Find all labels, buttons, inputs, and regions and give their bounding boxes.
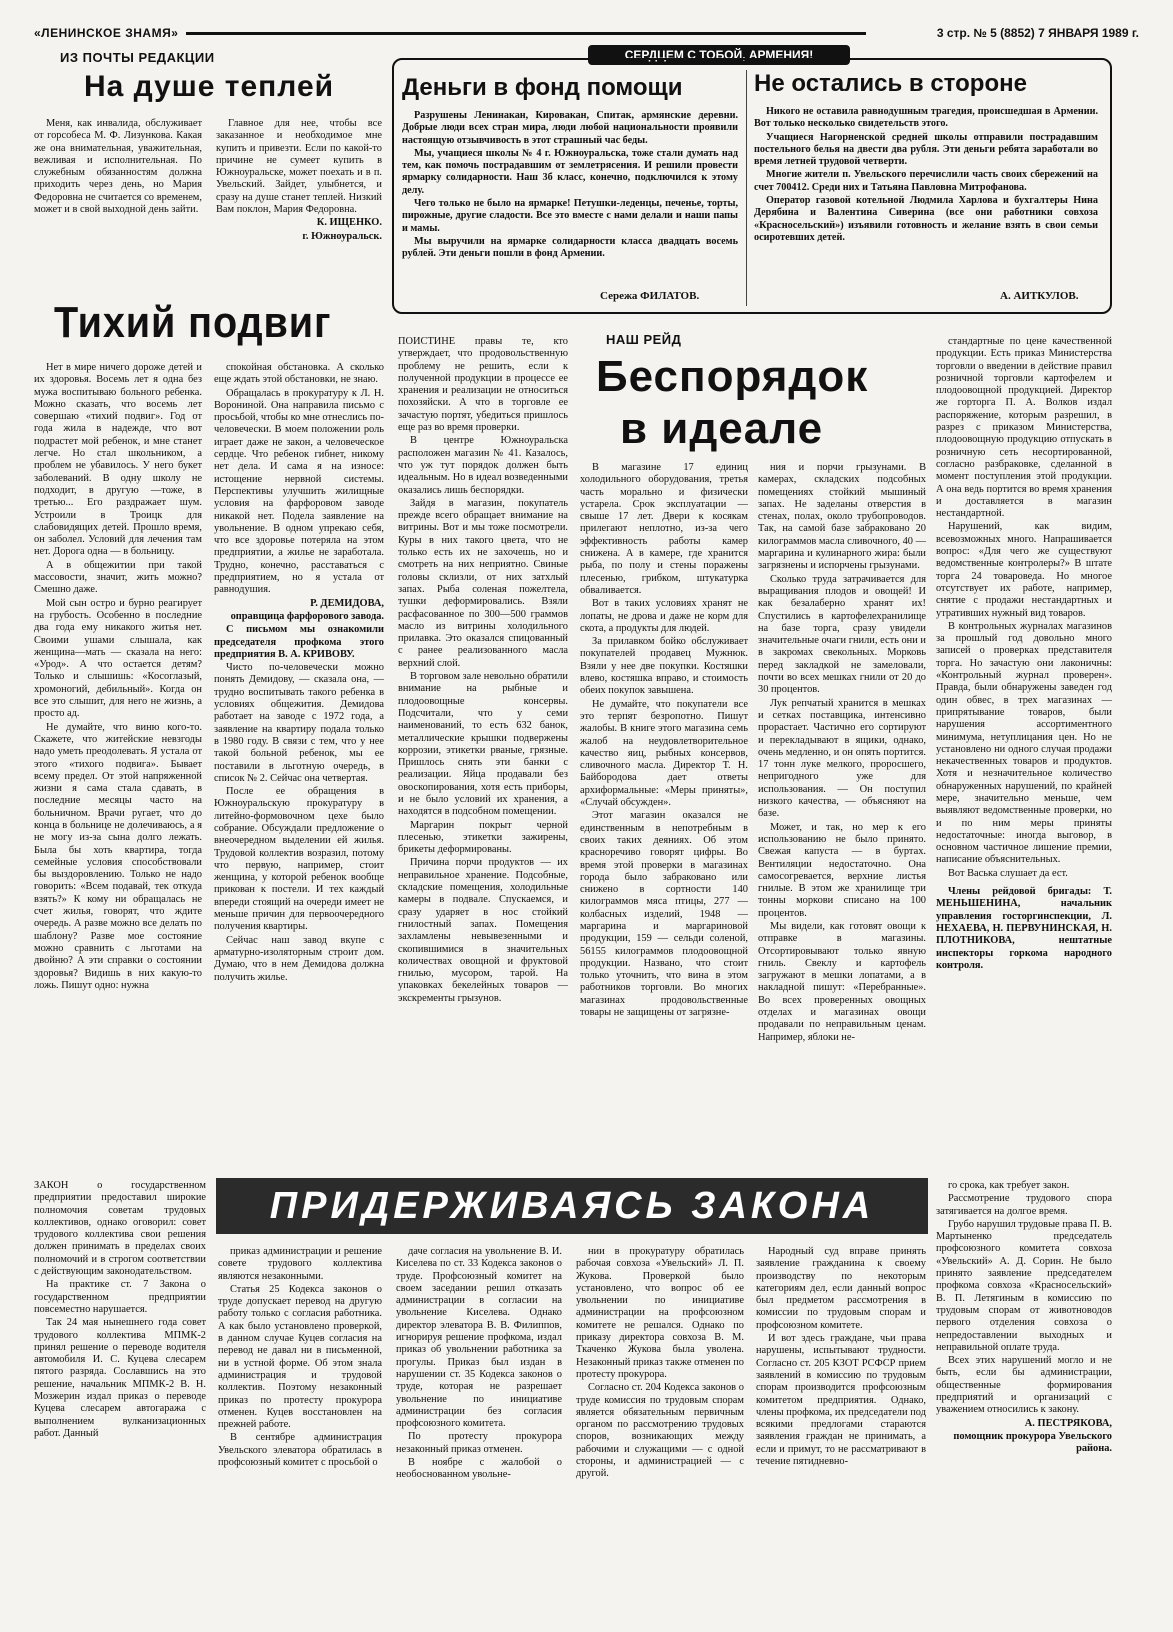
raid-brigade: Члены рейдовой бригады: Т. МЕНЬШЕНИНА, начальник управления госторгинспекции, Л. НЕХАЕВА, Н. ПЕРВУНИНСКАЯ, Н. ПЛОТНИКОВА, нештатные инспекторы горкома народного контроля.: [936, 886, 1112, 971]
raid-c3-p4: Может, и так, но мер к его использованию не было принято. Свежая капуста — в буртах. Вентиляции недостаточно. Она самосогревается, верхние листья гнилые. В этом же хранилище три тонны моркови списано на 100 процентов.: [758, 821, 926, 919]
armenia-left-p4: Мы выручили на ярмарке солидарности класса двадцать восемь рублей. Эти деньги пошли в фонд Армении.: [402, 235, 738, 260]
armenia-banner: СЕРДЦЕМ С ТОБОЙ, АРМЕНИЯ!: [588, 45, 850, 65]
law-c5-p2: И вот здесь граждане, чьи права нарушены, испытывают трудности. Согласно ст. 205 КЗОТ РСФСР прием заявлений в комиссию по трудовым спорам производится профсоюзным комитетом предприятия. Однако, члены профкома, их председатели под всякими предлогами стараются заявления граждан не принимать, а если и примут, то не рассматривают в течение пятидневно-: [756, 1333, 926, 1468]
armenia-left-p3: Чего только не было на ярмарке! Петушки-леденцы, печенье, торты, пирожные, другие сладости. Все это вместе с нами делали и наши папы и мамы.: [402, 198, 738, 234]
law-c3-p1: даче согласия на увольнение В. И. Киселева по ст. 33 Кодекса законов о труде. Профсоюзный комитет на своем заседании решил отказать администрации в согласии на увольнение Киселева. Однако директор элеватора В. В. Филиппов, игнорируя решение профкома, издал приказ об увольнении работника за прогулы. Приказ был издан в нарушении ст. 35 Кодекса законов о труде, которая не разрешает увольнение по инициативе администрации без согласия профсоюзного комитета.: [396, 1246, 562, 1430]
law-c2-p1: приказ администрации и решение совете трудового коллектива являются незаконными.: [218, 1246, 382, 1282]
law-c2-p2: Статья 25 Кодекса законов о труде допускает перевод на другую работу только с согласия работника. А как было установлено проверкой, в данном случае Куцев согласия на перевод не давал ни в письменной, ни в устной форме. Об этом знала администрация и трудовой коллектив. Поэтому незаконный приказ по протесту прокурора отменен. Куцев восстановлен на прежней работе.: [218, 1283, 382, 1431]
feature-c2-p5: Сейчас наш завод вкупе с арматурно-изоляторным строит дом. Думаю, что в нем Демидова должна получить жилье.: [214, 934, 384, 983]
raid-c4-p2: Нарушений, как видим, всевозможных много. Напрашивается вопрос: «Для чего же существуют ведомственные контролеры?» В штате торга 24 товароведа. Но многое отсутствует их работе, например, снятие с продажи нестандартных и утративших нужный вид товаров.: [936, 521, 1112, 619]
feature-c2-p3: Чисто по-человечески можно понять Демидову, — сказала она, — трудно воспитывать такого ребенка в условиях общежития. Демидова работает на заводе с 1972 года, а заявление на квартиру подала только в 1980 году. В связи с тем, что у нее такой больной ребенок, мы ее поставили в льготную очередь, в список № 2. Сейчас она четвертая.: [214, 662, 384, 784]
armenia-right-author: А. АИТКУЛОВ.: [1000, 290, 1079, 302]
mail-place: г. Южноуральск.: [302, 230, 382, 242]
raid-c3-p5: Мы видели, как готовят овощи к отправке в магазины. Отсортировывают только явную гниль. Свеклу и картофель загружают в мешки лопатами, а в накладной пишут: «Перебранные». Во всех проверенных овощных отделах и магазинах овощи продавали по неправильным ценам. Например, яблоки не-: [758, 920, 926, 1043]
law-column-4: [576, 1246, 744, 1600]
mail-rubric: ИЗ ПОЧТЫ РЕДАКЦИИ: [60, 50, 215, 65]
paper-name: «ЛЕНИНСКОЕ ЗНАМЯ»: [34, 26, 179, 40]
law-column-2: [218, 1246, 382, 1600]
law-c6-p3: Грубо нарушил трудовые права П. В. Мартыненко председатель профсоюзного комитета совхоза «Увельский» А. Д. Сорин. Не было принято заявление председателем профкома совхоза «Красносельский» В. П. Летягиным в комиссию по трудовым спорам от животноводов первого отделения совхоза о непредоставлении выходных и неправильной оплате труда.: [936, 1218, 1112, 1353]
raid-c3-p2: Сколько труда затрачивается для выращивания плодов и овощей! И как безалаберно хранят их! Спустились в картофелехранилище на базе торга, сразу увидели значительные очаги гнили, есть они и в закромах свекольных. Морковь перед закладкой не замеловали, почти во всех мешках гнили от 20 до 30 процентов.: [758, 573, 926, 696]
mail-column-1: [34, 118, 202, 293]
feature-author: Р. ДЕМИДОВА,: [310, 597, 384, 609]
feature-column-2: [214, 362, 384, 1170]
mail-headline: На душе теплей: [84, 70, 335, 103]
feature-c1-p4: Не думайте, что виню кого-то. Скажете, что житейские невзгоды надо уметь преодолевать. Я устала от этого «тихого подвига». Бывает всему предел. От этой напряженной жизни я сама стала сдавать, в последние месяцы часто на больничном. Врачи ругает, что до конца в больнице не долечиваюсь, а я не могу из-за сына долго лежать. Была бы хоть квартира, тогда семейные условия способствовали бы выздоровлению. Только не надо говорить: «Всем подавай, тек откуда взять?» К кому ни обращалась не счет жилья, говорят, что ждите очередь. А разве можно все делать по шаблону? Разве мое состояние можно сравнить с льготами на двойню? А эти справки о состоянии здоровья? Видишь в них какую-то ложь. Пишут одно: нужна: [34, 721, 202, 991]
feature-lead: С письмом мы ознакомили председателя профкома этого предприятия В. А. КРИВОВУ.: [214, 624, 384, 660]
armenia-left-p1: Разрушены Ленинакан, Кировакан, Спитак, армянские деревни. Добрые люди всех стран мира, люди любой национальности проявили настоящую отзывчивость в этот страшный час беды.: [402, 110, 738, 146]
raid-c1-p5: Маргарин покрыт черной плесенью, этикетки зажирены, брикеты деформированы.: [398, 819, 568, 856]
header-rule: [186, 32, 866, 35]
feature-c2-p2: Обращалась в прокуратуру к Л. Н. Ворониной. Она направила письмо с просьбой, чтобы ко мне отнеслись по-человечески. В моем положении роль играет даже не закон, а человеческое сердце. Что ребенок гибнет, никому нет дела. И сама я на износе: истощение нервной системы. Перспективы улучшить жилищные условия на фарфоровом заводе никакой нет. Подела заявление на увольнение. В одном упрекаю себя, что все здоровье потеряла на этом предприятии, а жилье не заработала. Трудно, конечно, расставаться с предприятием, но я устала от равнодушия.: [214, 387, 384, 596]
feature-c2-p1: спокойная обстановка. А сколько еще ждать этой обстановки, не знаю.: [214, 362, 384, 386]
armenia-divider: [746, 70, 747, 306]
law-c6-p2: Рассмотрение трудового спора затягивается на долгое время.: [936, 1193, 1112, 1217]
law-column-3: [396, 1246, 562, 1600]
armenia-left-author: Сережа ФИЛАТОВ.: [600, 290, 700, 302]
law-c4-p2: Согласно ст. 204 Кодекса законов о труде комиссия по трудовым спорам является обязательным первичным органом по рассмотрению трудовых споров, возникающих между рабочими и служащими — с одной стороны, и администрацией — с другой.: [576, 1382, 744, 1480]
armenia-left-headline: Деньги в фонд помощи: [402, 74, 683, 101]
armenia-right-headline: Не остались в стороне: [754, 70, 1027, 97]
law-c3-p3: В ноябре с жалобой о необоснованном увольне-: [396, 1457, 562, 1481]
raid-c2-p5: Этот магазин оказался не единственным в непотребным в своих таких деяниях. Об этом красноречиво говорят цифры. Во время этой проверки в магазинах города было забраковано или снижено в сортности 140 килограммов мяса птицы, 277 — колбасных изделий, 1948 — маргарина и маргариновой продукции, 159 — сельди соленой, 56155 килограммов плодоовощной продукции. Названо, что стоит только уточнить, что вина в этом работников торговли. Во многих магазинах продовольственные товары не защищены от загрязне-: [580, 810, 748, 1019]
raid-c4-p3: В контрольных журналах магазинов за прошлый год довольно много записей о проверках представителя торга. Но зачастую они лаконичны: «Контрольный журнал проверен». Правда, были обнаружены заведен год один обвес, в трех магазинах — припрятывание товаров, были нарушения ассортиментного минимума, нетуплицания цен. Но не установлено ни одного случая продажи некачественных товаров и продуктов. Хотя и незначительное количество обнаруженных нарушений, по крайней мере, значительно меньше, чем выявляют ведомственные проверки, но и по ним меры приняты недостаточные: иногда выговор, в основном частичное лишение премии, написание объяснительных.: [936, 620, 1112, 866]
mail-column-2: [216, 118, 382, 293]
feature-column-1: [34, 362, 202, 1170]
raid-c1-p3: Зайдя в магазин, покупатель прежде всего обращает внимание на витрины. Вот и мы тоже посмотрели. Куры в них такого цвета, что не только есть их не захочешь, но и смотреть на них неприятно. Свиные головы склизли, от них затхлый запах. Рыба соленая пожелтела, тушки деформировались. Взяли расфасованное по 300—500 граммов масло из витрины холодильного прилавка. Это оказался спицованный с ранее реализованного масла верхний слой.: [398, 497, 568, 669]
feature-c1-p3: Мой сын остро и бурно реагирует на грубость. Особенно в последние два года ему никакого житья нет. Своими ушами слышала, как женщина—мать — сказала на него: «Урод». А что остается детям? Только и слышишь: «Косоглазый, хромоногий, дебильный». Когда он все это слышит, для него не жизнь, а просто ад.: [34, 597, 202, 720]
raid-column-4: [936, 336, 1112, 1170]
armenia-left-p2: Мы, учащиеся школы № 4 г. Южноуральска, тоже стали думать над тем, как помочь пострадавшим от землетрясения. И решили провести ярмарку солидарности. Наш 3б класс, конечно, подключился к этому делу.: [402, 147, 738, 196]
raid-c4-p4: Вот Васька слушает да ест.: [948, 867, 1068, 879]
law-c4-p1: нии в прокуратуру обратилась рабочая совхоза «Увельский» Л. П. Жукова. Проверкой было установлено, что вопрос об ее увольнении по инициативе администрации на профсоюзном комитете не решался. Однако по приказу директора совхоза В. М. Ткаченко Жукова была уволена. Незаконный приказ также отменен по протесту прокурора.: [576, 1246, 744, 1380]
feature-c1-p1: Нет в мире ничего дороже детей и их здоровья. Восемь лет я одна без мужа воспитываю больного ребенка. Можно сказать, что восемь лет совершаю «тихий подвиг». Год от года жила в надежде, что вот подрастет мой ребенок, и мне станет легче. Но стал школьником, а проблем не убавилось. У него букет заболеваний. В одну школу не подходит, в другую —тоже, в третью... Его раздражает шум. Устроили в Троицк для слабовидящих детей. Прошло время, он заболел. Условий для лечения там нет. Дорога одна — в больницу.: [34, 362, 202, 558]
law-c1-p3: Так 24 мая нынешнего года совет трудового коллектива МПМК-2 принял решение о переводе водителя автомобиля И. С. Куцева слесарем пятого разряда. Сославшись на это решение, начальник МПМК-2 В. Н. Мозжерин издал приказ о переводе Куцева слесарем автогаража с выполнением вулканизационных работ. Данный: [34, 1317, 206, 1439]
raid-c1-p6: Причина порчи продуктов — их неправильное хранение. Подсобные, складские помещения, холодильные камеры в подвале. Спускаемся, и сразу ударяет в нос стойкий гнилостный запах. Помещения захламлены невывезенными и скопившимися в значительных количествах овощной и фруктовой гнилью, мусором, тарой. На упаковках бекелейных товаров — экскременты грызунов.: [398, 857, 568, 1004]
armenia-left-column: [402, 110, 738, 290]
feature-author-role: оправщица фарфорового завода.: [230, 610, 384, 622]
raid-headline-line-2: в идеале: [620, 404, 824, 453]
raid-column-1: [398, 336, 568, 1170]
raid-c2-p2: Вот в таких условиях хранят не лопаты, не дрова и даже не корм для скота, а продукты для людей.: [580, 598, 748, 634]
armenia-right-p2: Учащиеся Нагорненской средней школы отправили пострадавшим постельного белья на двести два рубля. Эти деньги ребята заработали во время летней трудовой четверти.: [754, 131, 1098, 168]
raid-headline-line-1: Беспорядок: [596, 352, 869, 401]
raid-c3-p3: Лук репчатый хранится в мешках и сетках поставщика, интенсивно прорастает. Частично его сортируют и перекладывают в ящики, однако, очень медленно, и он опять портится. 17 тонн луке мелкого, проросшего, непригодного уже для использования. — Он поступил низкого качества, — объясняют на базе.: [758, 697, 926, 820]
feature-c2-p4: После ее обращения в Южноуральскую прокуратуру в литейно-формовочном цехе было собрание. Обсуждали предложение о внеочередном выделении ей жилья. Трудовой коллектив возразил, потому что первую, например, стоит женщина, у которой ребенок вообще прикован к постели. И тех каждый впереди стоящий на очереди имеет не меньше причин для первоочередного получения квартиры.: [214, 786, 384, 933]
raid-c1-p4: В торговом зале невольно обратили внимание на рыбные и плодоовощные консервы. Подсчитали, что у семи наименований, то есть 632 банок, металлические крышки подвержены коррозии, этикетки рваные, грязные. Пришлось снять эти банки с реализации. Яйца продавали без овоскопирования, хотя есть приборы, и не было условий их хранения, а находятся в подсобном помещении.: [398, 671, 568, 818]
law-column-1: [34, 1180, 206, 1600]
law-column-6: [936, 1180, 1112, 1600]
raid-c4-p1: стандартные по цене качественной продукции. Есть приказ Министерства торговли о введении в действие правил розничной торговли картофелем и плодоовощной продукцией. Директор же горторга П. А. Волков издал распоряжение, которым разрешил, в разрез с приказом Министерства, плодоовощную продукцию отпускать в розничную сеть несортированной, согласно разбраковке, сделанной в момент поступления этой продукции. А она ведь портится во время хранения и доставляется в магазин нестандартной.: [936, 336, 1112, 520]
raid-column-2: [580, 462, 748, 1170]
raid-column-3: [758, 462, 926, 1170]
feature-c1-p2: А в общежитии при такой массовости, значит, жить можно? Смешно даже.: [34, 559, 202, 596]
raid-c1-p1: ПОИСТИНЕ правы те, кто утверждает, что продовольственную проблему не решить, если к полученной продукции в процессе ее хранения и реализации не относиться похозяйски. А что в торговле ее зачастую портят, убедиться пришлось еще раз во время проверки.: [398, 336, 568, 434]
mail-author: К. ИЩЕНКО.: [316, 217, 382, 229]
law-c1-p1: ЗАКОН о государственном предприятии предоставил широкие полномочия советам трудовых коллективов, однако оговорил: совет трудового коллектива свои решения должен принимать в пределах своих полномочий и в строгом соответствии с действующим законодательством.: [34, 1180, 206, 1278]
law-c2-p3: В сентябре администрация Увельского элеватора обратилась в профсоюзный комитет с просьбой о: [218, 1432, 382, 1469]
law-c5-p1: Народный суд вправе принять заявление гражданина к своему производству по некоторым категориям дел, если данный вопрос был предметом рассмотрения в комиссии по трудовым спорам и профсоюзном комитете.: [756, 1246, 926, 1331]
mail-text-1: Меня, как инвалида, обслуживает от горсобеса М. Ф. Лизункова. Какая же она внимательная, уважительная, вежливая и исполнительная. По служебным обязанностям должна приходить через день, но Мария Федоровна не считается со временем, может и в свой выходной день зайти.: [34, 118, 202, 216]
armenia-right-p1: Никого не оставила равнодушным трагедия, происшедшая в Армении. Вот только несколько свидетельств этого.: [754, 106, 1098, 130]
raid-rubric: НАШ РЕЙД: [606, 332, 682, 347]
raid-c3-p1: ния и порчи грызунами. В камерах, складских подсобных помещениях стойкий мышиный запах. Не заделаны отверстия в стенах, полах, около трубопроводов. Так, на самой базе забраковано 20 килограммов масла сливочного, 40 — маргарина и кулинарного жира: были загрязнены и испорчены грызунами.: [758, 462, 926, 572]
mail-text-2: Главное для нее, чтобы все заказанное и необходимое мне купить и привезти. Если по какой-то причине не сумеет купить в Южноуральске, может поехать и в п. Увельский. Зайдет, улыбнется, и сразу на душе станет теплей. Низкий Вам поклон, Мария Федоровна.: [216, 118, 382, 216]
law-author-role: помощник прокурора Увельского района.: [953, 1430, 1112, 1455]
raid-c2-p4: Не думайте, что покупатели все это терпят безропотно. Пишут жалобы. В книге этого магазина семь жалоб на неудовлетворительное качество яиц, рыбных консервов, сливочного масла. Директор Т. Н. Байбородова дает ответы архиформальные: «Меры приняты», «Случай обсужден».: [580, 698, 748, 809]
feature-headline: Тихий подвиг: [54, 298, 332, 347]
raid-c2-p1: В магазине 17 единиц холодильного оборудования, третья часть морально и физически устарела. Срок эксплуатации — свыше 17 лет. Двери к косякам прилегают неплотно, из-за чего эффективность работы камер снижена. А в камере, где хранится рыба, по полу и стены поражены плесенью, грибком, штукатурка обваливается.: [580, 462, 748, 596]
armenia-right-column: [754, 106, 1098, 288]
armenia-right-p4: Оператор газовой котельной Людмила Харлова и бухгалтеры Нина Дерябина и Валентина Сиверина (все они работники совхоза «Красносельский») изъявили готовность и желание взять в свои семьи осиротевших детей.: [754, 195, 1098, 243]
law-c1-p2: На практике ст. 7 Закона о государственном предприятии повсеместно нарушается.: [34, 1279, 206, 1315]
raid-c2-p3: За прилавком бойко обслуживает покупателей продавец Мужнюк. Взяли у нее две покупки. Костяшки влево, костяшка вправо, и стоимость обеих покупок завышена.: [580, 636, 748, 697]
law-headline: ПРИДЕРЖИВАЯСЬ ЗАКОНА: [216, 1178, 928, 1234]
raid-c1-p2: В центре Южноуральска расположен магазин № 41. Казалось, что уж тут порядок должен быть идеальным. Но в идеал возведенными оказались лишь беспорядки.: [398, 435, 568, 496]
law-c3-p2: По протесту прокурора незаконный приказ отменен.: [396, 1431, 562, 1455]
law-column-5: [756, 1246, 926, 1600]
law-author: А. ПЕСТРЯКОВА,: [1024, 1417, 1112, 1429]
armenia-right-p3: Многие жители п. Увельского перечислили часть своих сбережений на счет 700412. Среди них и Татьяна Павловна Митрофанова.: [754, 169, 1098, 193]
law-c6-p4: Всех этих нарушений могло и не быть, если бы администрации, общественные формирования предприятий и организаций с уважением относились к закону.: [936, 1355, 1112, 1416]
law-c6-p1: го срока, как требует закон.: [948, 1180, 1070, 1191]
issue-info: 3 стр. № 5 (8852) 7 ЯНВАРЯ 1989 г.: [936, 26, 1139, 40]
